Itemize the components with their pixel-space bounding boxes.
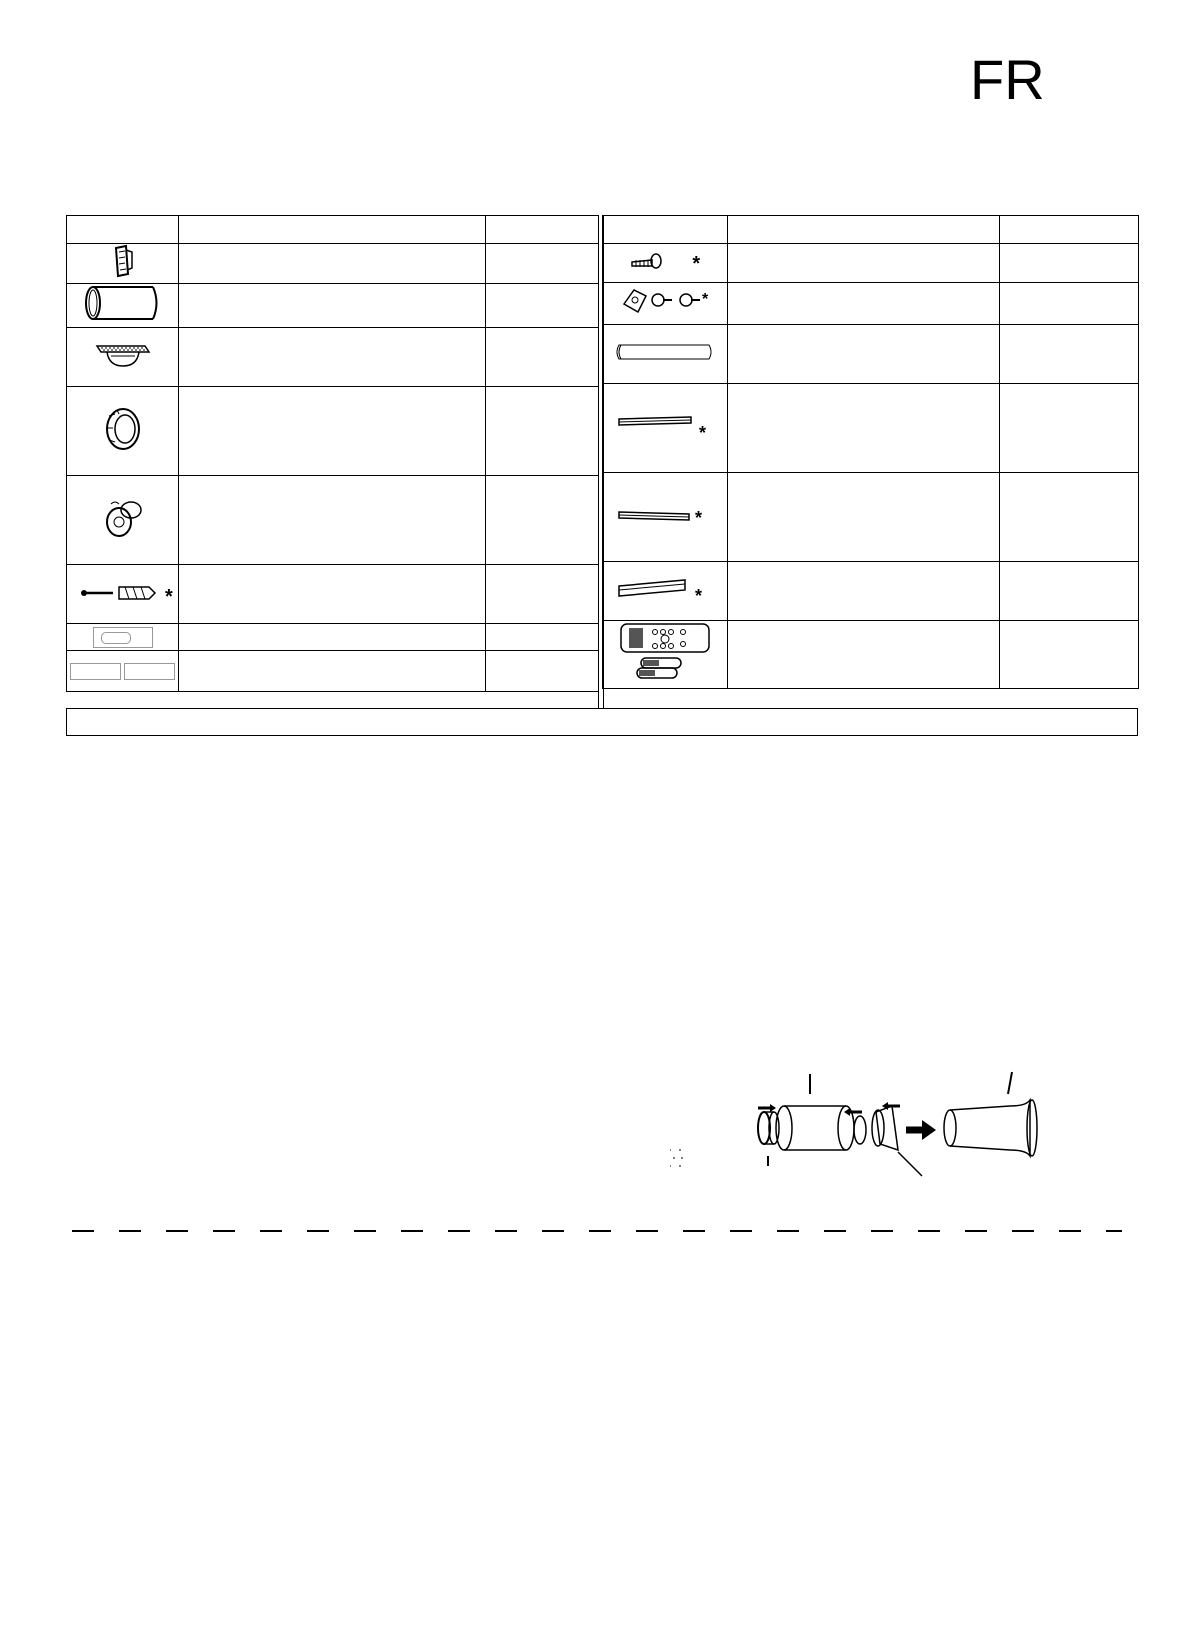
desc-cell — [728, 384, 1000, 473]
asterisk-mark: * — [699, 422, 707, 441]
part-window-slider-a-cell — [603, 384, 728, 473]
desc-cell — [179, 651, 486, 692]
desc-cell — [179, 328, 486, 387]
desc-cell — [179, 624, 486, 651]
part-hose-connector-cell — [67, 387, 179, 476]
desc-cell — [179, 387, 486, 476]
seal-label-icon — [93, 627, 153, 648]
qty-cell — [1000, 384, 1139, 473]
part-window-slider-b-cell — [603, 473, 728, 562]
bracket-screws-icon — [620, 286, 710, 316]
window-slider-icon — [615, 411, 715, 441]
part-seal-label-cell — [67, 624, 179, 651]
strip-labels-icon — [67, 663, 178, 680]
screw-icon — [630, 250, 664, 270]
part-screw-cell — [603, 244, 728, 283]
qty-cell — [1000, 283, 1139, 325]
hose-assembly-diagram — [670, 1070, 1070, 1180]
part-wall-outlet-cell — [67, 476, 179, 565]
asterisk-mark: * — [702, 291, 709, 308]
desc-cell — [179, 284, 486, 328]
window-adapter-icon — [93, 338, 153, 372]
qty-cell — [486, 244, 599, 284]
qty-cell — [486, 476, 599, 565]
header-cell — [67, 216, 179, 244]
header-cell — [1000, 216, 1139, 244]
parts-table-left — [66, 215, 599, 692]
asterisk-mark: * — [692, 253, 701, 275]
qty-cell — [1000, 325, 1139, 384]
part-foam-strip-cell — [603, 325, 728, 384]
header-cell — [728, 216, 1000, 244]
qty-cell — [1000, 244, 1139, 283]
asterisk-mark: * — [695, 507, 703, 528]
part-bracket-screws-cell — [603, 283, 728, 325]
qty-cell — [486, 328, 599, 387]
part-window-slider-c-cell — [603, 562, 728, 621]
qty-cell — [1000, 562, 1139, 621]
part-remote-control-cell — [603, 621, 728, 689]
qty-cell — [486, 387, 599, 476]
hose-connector-icon — [103, 406, 143, 452]
part-screw-anchor-cell — [67, 565, 179, 624]
qty-cell — [1000, 621, 1139, 689]
asterisk-mark: * — [165, 586, 173, 608]
parts-table-right — [602, 215, 1139, 689]
desc-cell — [179, 244, 486, 284]
clip-icon — [108, 244, 138, 278]
desc-cell — [728, 562, 1000, 621]
window-slider-icon — [615, 500, 715, 530]
header-cell — [486, 216, 599, 244]
part-strip-labels-cell — [67, 651, 179, 692]
desc-cell — [728, 621, 1000, 689]
part-window-adapter-cell — [67, 328, 179, 387]
language-code: FR — [970, 48, 1045, 111]
part-hose-cell — [67, 284, 179, 328]
desc-cell — [179, 565, 486, 624]
small-dots-icon — [670, 1149, 683, 1167]
desc-cell — [728, 244, 1000, 283]
window-slider-icon — [615, 574, 715, 604]
qty-cell — [486, 565, 599, 624]
desc-cell — [728, 325, 1000, 384]
remote-control-icon — [617, 622, 713, 682]
desc-cell — [179, 476, 486, 565]
hose-icon — [83, 284, 163, 322]
asterisk-mark: * — [695, 585, 703, 604]
table-footer-row — [66, 708, 1138, 736]
qty-cell — [486, 624, 599, 651]
header-cell — [179, 216, 486, 244]
header-cell — [603, 216, 728, 244]
qty-cell — [1000, 473, 1139, 562]
part-clip-cell — [67, 244, 179, 284]
foam-strip-icon — [615, 342, 715, 362]
cut-line-divider — [72, 1230, 1122, 1232]
screw-anchor-icon — [79, 579, 165, 603]
desc-cell — [728, 473, 1000, 562]
desc-cell — [728, 283, 1000, 325]
qty-cell — [486, 284, 599, 328]
qty-cell — [486, 651, 599, 692]
wall-outlet-icon — [101, 496, 145, 540]
